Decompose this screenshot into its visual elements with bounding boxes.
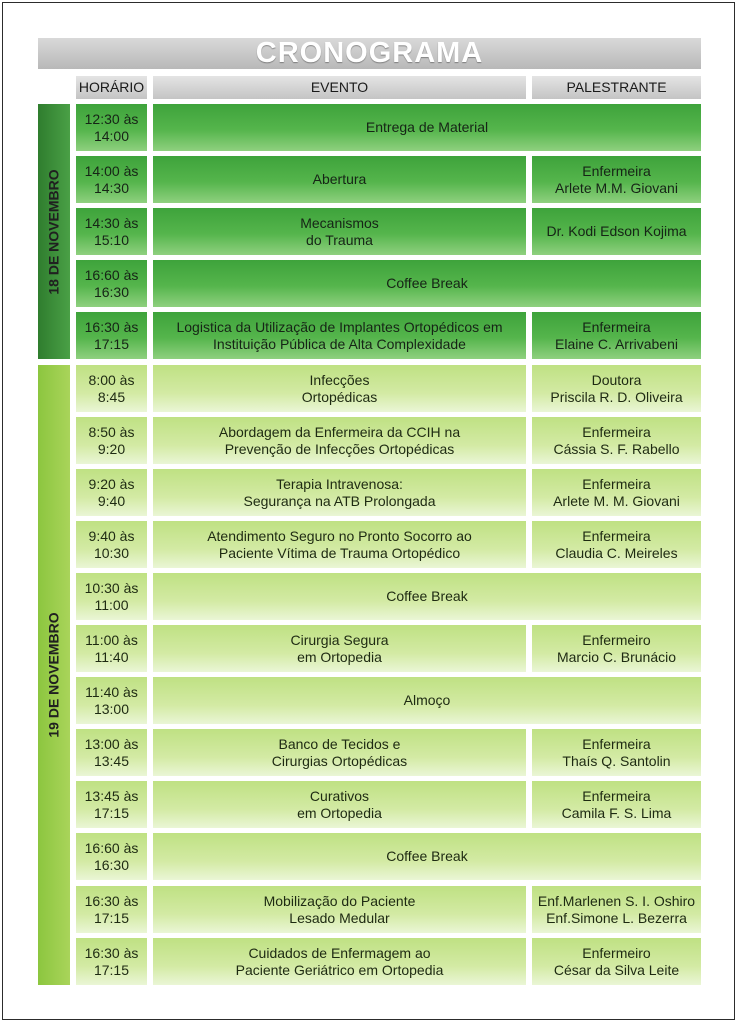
day-label: 19 DE NOVEMBRO (46, 612, 62, 738)
time-cell-text (85, 893, 139, 927)
event-cell-line: Banco de Tecidos e (278, 735, 401, 752)
event-cell-wide-text (366, 119, 488, 136)
event-cell-line: Mecanismos (300, 214, 379, 231)
speaker-cell (532, 729, 701, 776)
time-cell-line: 11:40 às (85, 683, 138, 700)
event-cell-text (244, 476, 436, 510)
speaker-cell-line: Enfermeiro (582, 631, 651, 648)
speaker-cell-line: Enf.Simone L. Bezerra (546, 909, 687, 926)
event-cell (153, 208, 526, 255)
speaker-cell-line: Arlete M. M. Giovani (553, 492, 680, 509)
event-cell-line: Ortopédicas (301, 388, 378, 405)
event-cell-wide-line: Coffee Break (386, 588, 468, 604)
time-cell (76, 104, 147, 151)
speaker-cell-line: Thaís Q. Santolin (562, 752, 671, 769)
time-cell (76, 886, 147, 933)
time-cell-text (89, 476, 135, 510)
event-cell-line: Segurança na ATB Prolongada (243, 492, 436, 509)
event-cell-text (176, 319, 502, 353)
time-cell-line: 16:60 às (84, 839, 139, 856)
event-cell-wide-line: Coffee Break (386, 275, 468, 291)
speaker-cell-line: Enfermeira (582, 318, 651, 335)
time-cell-line: 10:30 (93, 544, 130, 561)
time-cell-text (85, 840, 139, 874)
speaker-cell-text (538, 893, 695, 927)
day-label-band (38, 365, 70, 985)
event-cell-text (290, 632, 388, 666)
time-cell-line: 16:30 (93, 283, 130, 300)
time-cell-text (85, 111, 139, 145)
time-cell-text (85, 736, 139, 770)
speaker-cell-line: Enfermeira (582, 423, 651, 440)
event-cell-line: Logistica da Utilização de Implantes Ortopédicos em (176, 318, 503, 335)
event-cell-text (207, 528, 472, 562)
event-cell-line: do Trauma (306, 231, 373, 248)
event-cell-line: Terapia Intravenosa: (276, 475, 403, 492)
event-cell (153, 417, 526, 464)
time-cell-line: 8:50 às (88, 423, 135, 440)
day-label: 18 DE NOVEMBRO (46, 168, 62, 295)
time-cell-line: 11:40 (94, 648, 129, 665)
event-cell-line: Cirurgias Ortopédicas (271, 752, 408, 769)
event-cell-line: Curativos (309, 787, 370, 804)
speaker-cell (532, 625, 701, 672)
speaker-cell-line: Elaine C. Arrivabeni (555, 335, 678, 352)
speaker-cell-line: Enfermeira (582, 735, 651, 752)
time-cell-line: 16:30 às (84, 944, 139, 961)
speaker-cell-line: Priscila R. D. Oliveira (550, 388, 683, 405)
time-cell (76, 521, 147, 568)
event-cell-line: em Ortopedia (297, 648, 382, 665)
event-cell-wide (153, 104, 701, 151)
day-label-band (38, 104, 70, 359)
time-cell-line: 9:20 (97, 440, 126, 457)
event-cell-text (297, 788, 382, 822)
time-cell-line: 12:30 às (84, 110, 139, 127)
event-cell-line: Mobilização do Paciente (263, 892, 416, 909)
time-cell-text (85, 788, 139, 822)
speaker-cell (532, 365, 701, 412)
event-cell (153, 312, 526, 359)
event-cell (153, 365, 526, 412)
time-cell-line: 15:10 (93, 231, 130, 248)
event-cell-text (272, 736, 407, 770)
event-cell (153, 886, 526, 933)
time-cell (76, 312, 147, 359)
event-cell (153, 938, 526, 985)
time-cell-line: 10:30 às (84, 579, 139, 596)
event-cell-line: Cuidados de Enfermagem ao (248, 944, 431, 961)
time-cell-line: 14:00 às (84, 162, 139, 179)
event-cell-wide (153, 677, 701, 724)
speaker-cell-text (546, 223, 686, 240)
time-cell (76, 208, 147, 255)
event-cell-text (302, 372, 377, 406)
speaker-cell (532, 208, 701, 255)
speaker-cell-text (555, 528, 677, 562)
event-cell-wide-line: Almoço (403, 692, 451, 708)
event-cell-wide-line: Entrega de Material (365, 119, 489, 135)
time-cell-line: 17:15 (93, 804, 130, 821)
speaker-cell-line: Enfermeira (582, 475, 651, 492)
event-cell-line: Prevenção de Infecções Ortopédicas (224, 440, 455, 457)
time-cell-line: 16:60 às (84, 266, 139, 283)
speaker-cell-line: Claudia C. Meireles (555, 544, 678, 561)
time-cell-line: 14:00 (93, 127, 130, 144)
speaker-cell-line: Doutora (591, 371, 642, 388)
time-cell (76, 260, 147, 307)
time-cell-text (89, 528, 135, 562)
time-cell (76, 781, 147, 828)
speaker-cell-line: Dr. Kodi Edson Kojima (546, 223, 687, 239)
event-cell-line: em Ortopedia (297, 804, 382, 821)
event-cell-wide (153, 833, 701, 880)
speaker-cell (532, 156, 701, 203)
speaker-cell-line: Marcio C. Brunácio (556, 648, 677, 665)
speaker-cell-line: Enfermeira (582, 527, 651, 544)
event-cell (153, 781, 526, 828)
event-cell-line: Cirurgia Segura (290, 631, 389, 648)
time-cell-line: 14:30 às (84, 214, 139, 231)
speaker-cell-text (562, 736, 670, 770)
speaker-cell-text (554, 945, 679, 979)
event-cell-text (219, 424, 460, 458)
time-cell (76, 729, 147, 776)
speaker-cell-text (550, 372, 682, 406)
event-cell (153, 469, 526, 516)
time-cell (76, 469, 147, 516)
header-speaker: PALESTRANTE (532, 76, 701, 99)
time-cell (76, 417, 147, 464)
time-cell-line: 16:30 às (84, 892, 139, 909)
time-cell (76, 573, 147, 620)
event-cell-line: Instituição Pública de Alta Complexidade (213, 335, 466, 352)
event-cell-line: Lesado Medular (289, 909, 390, 926)
time-cell-text (85, 632, 138, 666)
event-cell-line: Paciente Vítima de Trauma Ortopédico (218, 544, 461, 561)
time-cell-line: 13:45 (93, 752, 130, 769)
time-cell-line: 11:00 (94, 596, 129, 613)
time-cell-line: 13:45 às (84, 787, 139, 804)
time-cell-text (89, 424, 135, 458)
event-cell-wide (153, 573, 701, 620)
time-cell-text (85, 580, 139, 614)
event-cell-wide-text (386, 588, 467, 605)
event-cell-wide-text (386, 848, 467, 865)
time-cell-line: 17:15 (93, 335, 130, 352)
time-cell-text (85, 945, 139, 979)
speaker-cell (532, 781, 701, 828)
speaker-cell-text (553, 476, 680, 510)
speaker-cell-text (557, 632, 676, 666)
time-cell (76, 833, 147, 880)
speaker-cell-line: Camila F. S. Lima (561, 804, 672, 821)
event-cell-line: Infecções (309, 371, 370, 388)
time-cell-line: 9:40 às (88, 527, 135, 544)
time-cell (76, 365, 147, 412)
time-cell-line: 9:40 (97, 492, 126, 509)
time-cell-text (85, 319, 139, 353)
time-cell (76, 677, 147, 724)
speaker-cell (532, 521, 701, 568)
event-cell (153, 625, 526, 672)
time-cell-line: 13:00 (93, 700, 130, 717)
event-cell (153, 521, 526, 568)
time-cell-text (85, 163, 139, 197)
header-event: EVENTO (153, 76, 526, 99)
event-cell-line: Atendimento Seguro no Pronto Socorro ao (207, 527, 472, 544)
time-cell-line: 14:30 (93, 179, 130, 196)
time-cell (76, 938, 147, 985)
speaker-cell-text (553, 424, 679, 458)
event-cell-wide-text (386, 275, 467, 292)
event-cell-text (300, 215, 379, 249)
speaker-cell-text (555, 319, 678, 353)
time-cell-text (89, 372, 135, 406)
time-cell-text (85, 267, 139, 301)
speaker-cell (532, 469, 701, 516)
speaker-cell-line: Enfermeira (582, 162, 651, 179)
speaker-cell-line: Arlete M.M. Giovani (555, 179, 678, 196)
event-cell-text (236, 945, 444, 979)
event-cell (153, 156, 526, 203)
time-cell-line: 8:45 (97, 388, 126, 405)
event-cell-line: Abordagem da Enfermeira da CCIH na (218, 423, 461, 440)
speaker-cell (532, 938, 701, 985)
event-cell-wide-text (404, 692, 451, 709)
speaker-cell-text (555, 163, 678, 197)
time-cell-line: 11:00 às (85, 631, 138, 648)
speaker-cell-line: Cássia S. F. Rabello (553, 440, 680, 457)
speaker-cell-text (562, 788, 672, 822)
event-cell-line: Abertura (312, 171, 367, 187)
time-cell-line: 16:30 (93, 856, 130, 873)
time-cell-line: 16:30 às (84, 318, 139, 335)
time-cell-line: 8:00 às (88, 371, 135, 388)
time-cell-line: 9:20 às (88, 475, 135, 492)
time-cell-text (85, 684, 138, 718)
event-cell-wide-line: Coffee Break (386, 848, 468, 864)
time-cell-line: 13:00 às (84, 735, 139, 752)
speaker-cell-line: Enf.Marlenen S. I. Oshiro (537, 892, 696, 909)
event-cell-text (313, 171, 367, 188)
speaker-cell (532, 886, 701, 933)
event-cell (153, 729, 526, 776)
event-cell-line: Paciente Geriátrico em Ortopedia (235, 961, 444, 978)
time-cell-line: 17:15 (93, 909, 130, 926)
time-cell-line: 17:15 (93, 961, 130, 978)
header-time: HORÁRIO (76, 76, 147, 99)
speaker-cell-line: Enfermeira (582, 787, 651, 804)
time-cell (76, 156, 147, 203)
speaker-cell-line: César da Silva Leite (553, 961, 680, 978)
time-cell (76, 625, 147, 672)
event-cell-text (264, 893, 416, 927)
speaker-cell (532, 417, 701, 464)
event-cell-wide (153, 260, 701, 307)
speaker-cell-line: Enfermeiro (582, 944, 651, 961)
time-cell-text (85, 215, 139, 249)
page-title: CRONOGRAMA (38, 38, 701, 69)
speaker-cell (532, 312, 701, 359)
